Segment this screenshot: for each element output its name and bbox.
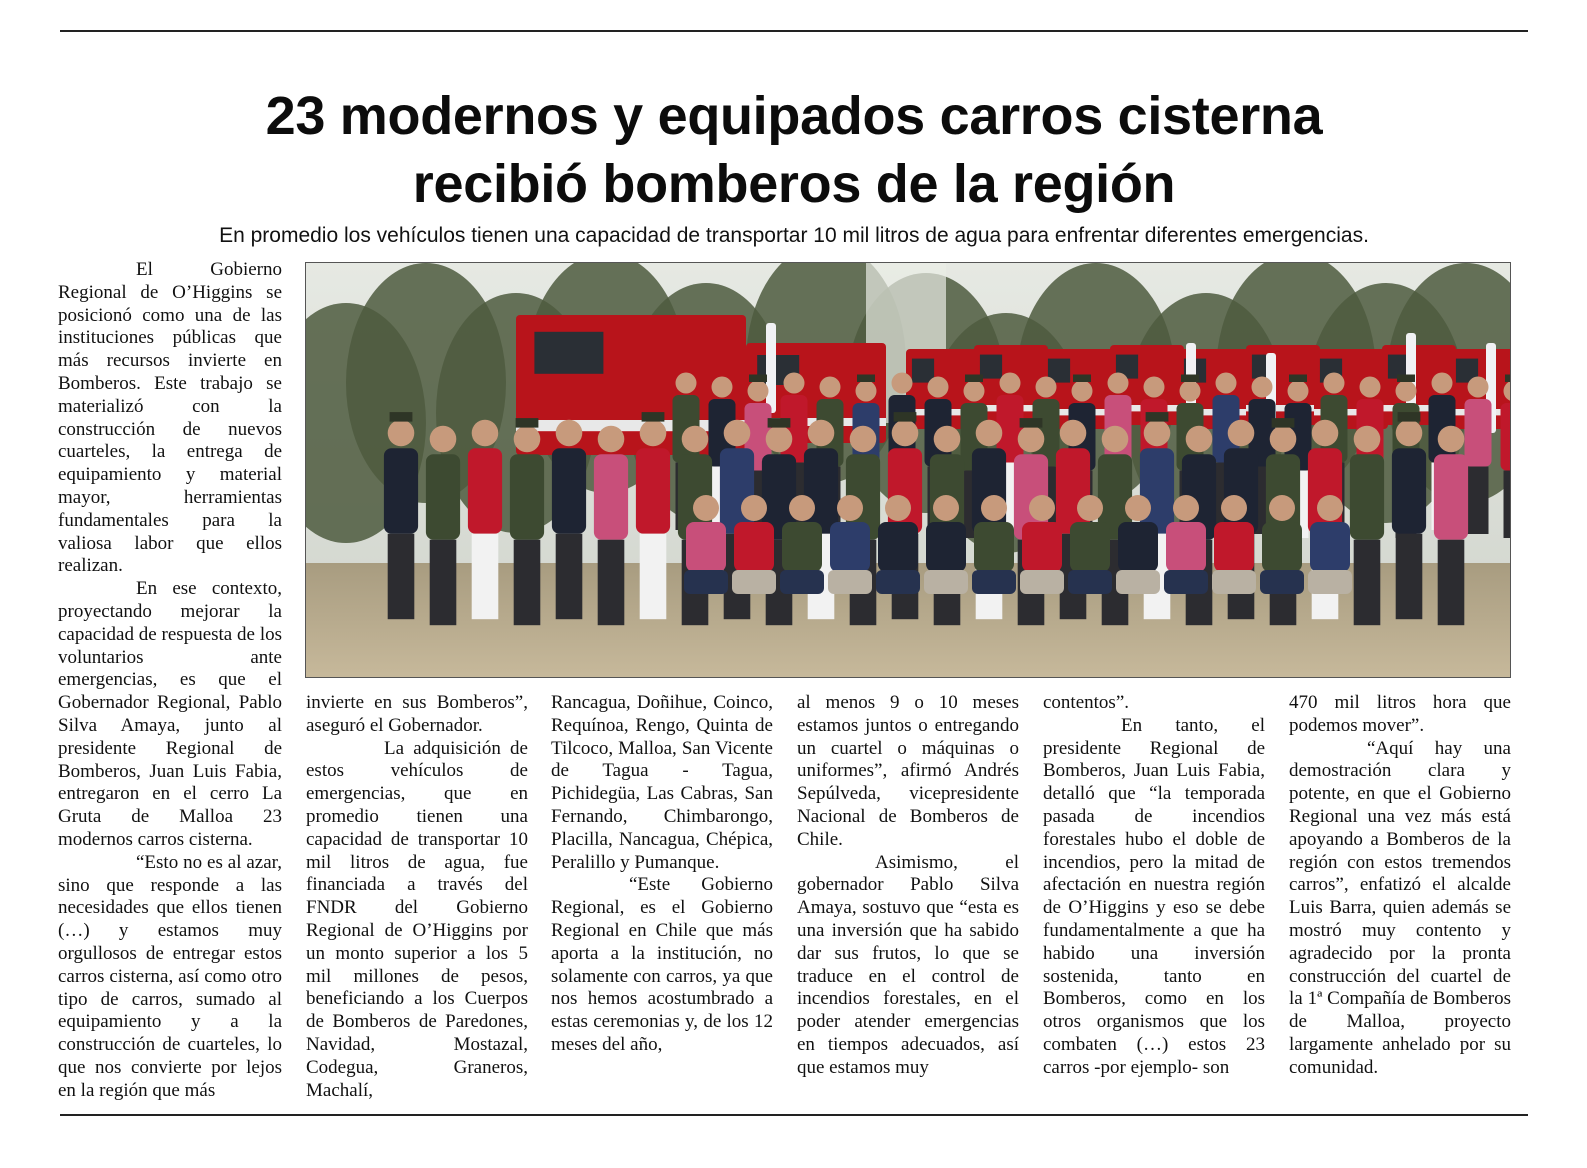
top-rule [60,30,1528,32]
article-column-5 [1043,692,1265,1080]
headline-line-2: recibió bomberos de la región [412,154,1176,214]
paragraph: al menos 9 o 10 meses estamos juntos o entregando un cuartel o máquinas o uniformes”, afirmó Andrés Sepúlveda, vicepresidente Nacional de Bomberos de Chile. [797,692,1019,850]
person [1350,426,1384,626]
paragraph: 470 mil litros hora que podemos mover”. [1289,692,1511,736]
paragraph: contentos”. [1043,692,1130,713]
person [594,426,628,626]
headline [60,82,1528,218]
article-column-2 [306,692,528,1102]
headline-line-1: 23 modernos y equipados carros cisterna [265,86,1323,146]
paragraph: La adquisición de estos vehículos de emergencias, que en promedio tienen una capacidad de transportar 10 mil litros de agua, fue financiada a través del FNDR del Gobierno Regional de O’Higgins por un monto superior a los 5 mil millones de pesos, beneficiando a los Cuerpos de Bomberos de Paredones, Navidad, Mostazal, Codegua, Graneros, Machalí, [306,737,528,1101]
person [468,420,502,620]
paragraph: “Aquí hay una demostración clara y potente, en que el Gobierno Regional una vez más está apoyando a Bomberos de la región con estos tremendos carros”, enfatizó el alcalde Luis Barra, quien además se mostró muy contento y agradecido por la pronta construcción del cuartel de la 1ª Compañía de Bomberos de Malloa, proyecto largamente anhelado por su comunidad. [1289,737,1511,1078]
subheadline: En promedio los vehículos tienen una capacidad de transportar 10 mil litros de agua para enfrentar diferentes emergencias. [219,224,1369,247]
bottom-rule [60,1114,1528,1116]
paragraph: El Gobierno Regional de O’Higgins se posicionó como una de las instituciones públicas que más recursos invierte en Bomberos. Este trabajo se materializó con la construcción de nuevos cuarteles, la entrega de equipamiento y material mayor, herramientas fundamentales para la valiosa labor que ellos realizan. [58,259,282,577]
article-column-1 [58,259,282,1102]
article-column-3 [551,692,773,1057]
article-column-6 [1289,692,1511,1080]
paragraph: “Este Gobierno Regional, es el Gobierno Regional en Chile que más aporta a la institución, no solamente con carros, ya que nos hemos acostumbrado a estas ceremonias y, de los 12 meses del año, [551,874,773,1055]
paragraph: En tanto, el presidente Regional de Bomberos, Juan Luis Fabia, detalló que “la temporada pasada de incendios forestales hubo el doble de incendios, pero la mitad de afectación en nuestra región de O’Higgins y eso se debe fundamentalmente a que ha habido una inversión sostenida, tanto en Bomberos, como en los otros organismos que los combaten (…) estos 23 carros -por ejemplo- son [1043,714,1265,1078]
paragraph: En ese contexto, proyectando mejorar la capacidad de respuesta de los voluntarios ante emergencias, es que el Gobernador Regional, Pablo Silva Amaya, junto al presidente Regional de Bomberos, Juan Luis Fabia, entregaron en el cerro La Gruta de Malloa 23 modernos carros cisterna. [58,578,282,850]
paragraph: Asimismo, el gobernador Pablo Silva Amaya, sostuvo que “esta es una inversión que ha sabido dar sus frutos, lo que se traduce en el control de incendios forestales, en el poder atender emergencias en tiempos adecuados, así que estamos muy [797,851,1019,1078]
paragraph: “Esto no es al azar, sino que responde a las necesidades que ellos tienen (…) y estamos muy orgullosos de entregar estos carros cisterna, así como otro tipo de carros, sumado al equipamiento y a la construcción de cuarteles, lo que nos convierte por lejos en la región que más [58,851,282,1101]
person [1465,377,1492,535]
paragraph: Rancagua, Doñihue, Coinco, Requínoa, Rengo, Quinta de Tilcoco, Malloa, San Vicente de Tagua - Tagua, Pichidegüa, Las Cabras, San Fernando, Chimbarongo, Placilla, Nancagua, Chépica, Peralillo y Pumanque. [551,692,773,873]
paragraph: invierte en sus Bomberos”, aseguró el Gobernador. [306,692,528,736]
article-column-4 [797,692,1019,1080]
person [552,420,586,620]
group-photo-illustration [306,263,1511,678]
person [1434,426,1468,626]
person [426,426,460,626]
article-photo [305,262,1511,678]
banner-flag [766,323,776,413]
